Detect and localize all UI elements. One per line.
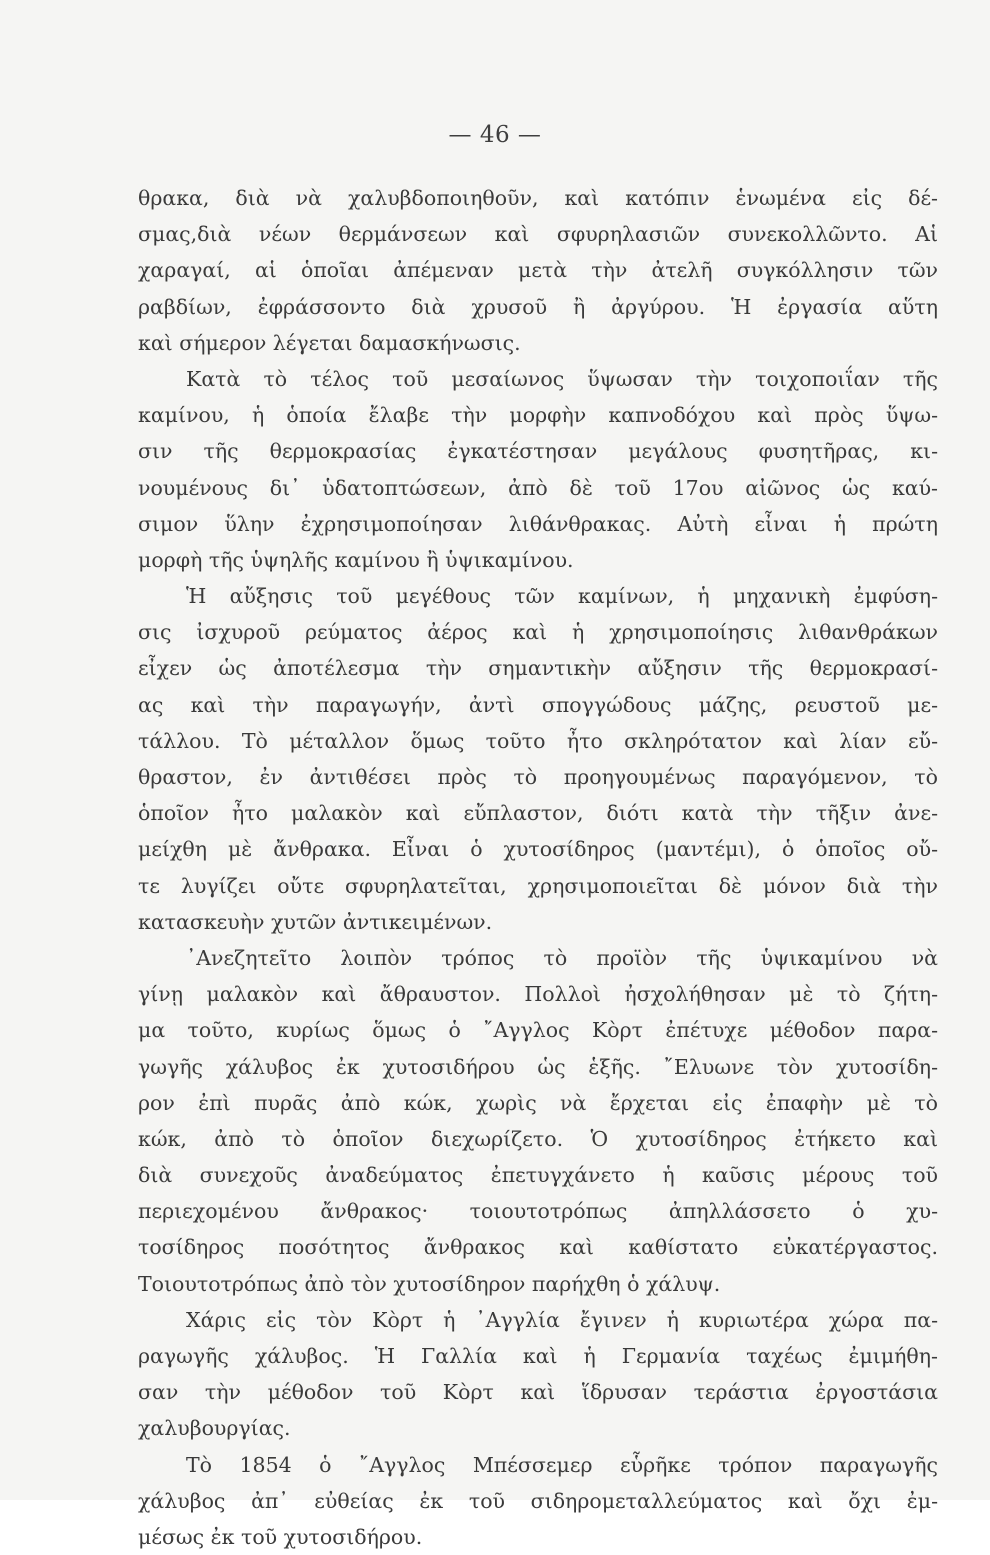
body-text [138, 180, 938, 1555]
text-line: ὁποῖον ἦτο μαλακὸν καὶ εὔπλαστον, διότι κατὰ τὴν τῆξιν ἀνε- [138, 801, 938, 826]
text-line: χαλυβουργίας. [138, 1416, 291, 1441]
text-line: Τὸ 1854 ὁ ῎Αγγλος Μπέσσεμερ εὗρῆκε τρόπον παραγωγῆς [186, 1452, 938, 1477]
text-line: τοσίδηρος ποσότητος ἄνθρακος καὶ καθίστατο εὐκατέργαστος. [138, 1235, 938, 1260]
text-line: ραβδίων, ἐφράσσοντο διὰ χρυσοῦ ἢ ἀργύρου. Ἡ ἐργασία αὕτη [138, 294, 938, 319]
text-line: καὶ σήμερον λέγεται δαμασκήνωσις. [138, 330, 521, 355]
text-line: μορφὴ τῆς ὑψηλῆς καμίνου ἢ ὑψικαμίνου. [138, 547, 574, 572]
text-line: Τοιουτοτρόπως ἀπὸ τὸν χυτοσίδηρον παρήχθη ὁ χάλυψ. [138, 1271, 721, 1296]
text-line: ραγωγῆς χάλυβος. Ἡ Γαλλία καὶ ἡ Γερμανία ταχέως ἐμιμήθη- [138, 1344, 938, 1368]
text-line: κώκ, ἀπὸ τὸ ὁποῖον διεχωρίζετο. Ὁ χυτοσίδηρος ἐτήκετο καὶ [138, 1126, 938, 1151]
text-line: νουμένους δι᾿ ὑδατοπτώσεων, ἀπὸ δὲ τοῦ 17ου αἰῶνος ὡς καύ- [138, 475, 938, 500]
text-line: μείχθη μὲ ἄνθρακα. Εἶναι ὁ χυτοσίδηρος (μαντέμι), ὁ ὁποῖος οὔ- [138, 837, 938, 862]
text-line: Ἡ αὔξησις τοῦ μεγέθους τῶν καμίνων, ἡ μηχανικὴ ἐμφύση- [186, 584, 938, 609]
text-line: τάλλου. Τὸ μέταλλον ὅμως τοῦτο ἦτο σκληρότατον καὶ λίαν εὔ- [138, 728, 938, 753]
text-line: χαραγαί, αἱ ὁποῖαι ἀπέμεναν μετὰ τὴν ἀτελῆ συγκόλλησιν τῶν [138, 258, 938, 283]
text-line: σμας,διὰ νέων θερμάνσεων καὶ σφυρηλασιῶν συνεκολλῶντο. Αἱ [138, 222, 938, 247]
text-line: ρον ἐπὶ πυρᾶς ἀπὸ κώκ, χωρὶς νὰ ἔρχεται εἰς ἐπαφὴν μὲ τὸ [138, 1090, 938, 1115]
text-line: γίνῃ μαλακὸν καὶ ἄθραυστον. Πολλοὶ ἠσχολήθησαν μὲ τὸ ζήτη- [138, 982, 938, 1007]
text-line: Χάρις εἰς τὸν Κὸρτ ἡ ᾿Αγγλία ἔγινεν ἡ κυριωτέρα χώρα πα- [186, 1307, 938, 1332]
text-line: σιν τῆς θερμοκρασίας ἐγκατέστησαν μεγάλους φυσητῆρας, κι- [138, 439, 938, 464]
text-line: Κατὰ τὸ τέλος τοῦ μεσαίωνος ὕψωσαν τὴν τοιχοποιΐαν τῆς [186, 366, 938, 391]
text-line: σαν τὴν μέθοδον τοῦ Κὸρτ καὶ ἵδρυσαν τεράστια ἐργοστάσια [138, 1380, 938, 1405]
text-line: γωγῆς χάλυβος ἐκ χυτοσιδήρου ὡς ἑξῆς. ῎Ελυωνε τὸν χυτοσίδη- [138, 1054, 938, 1079]
text-line: σις ἰσχυροῦ ρεύματος ἀέρος καὶ ἡ χρησιμοποίησις λιθανθράκων [138, 620, 938, 645]
text-line: κατασκευὴν χυτῶν ἀντικειμένων. [138, 909, 493, 934]
text-line: θραστον, ἐν ἀντιθέσει πρὸς τὸ προηγουμένως παραγόμενον, τὸ [138, 765, 938, 789]
text-line: τε λυγίζει οὔτε σφυρηλατεῖται, χρησιμοποιεῖται δὲ μόνον διὰ τὴν [138, 873, 938, 898]
text-line: διὰ συνεχοῦς ἀναδεύματος ἐπετυγχάνετο ἡ καῦσις μέρους τοῦ [138, 1163, 938, 1188]
text-line: ας καὶ τὴν παραγωγήν, ἀντὶ σπογγώδους μάζης, ρευστοῦ με- [138, 692, 938, 717]
text-line: καμίνου, ἡ ὁποία ἔλαβε τὴν μορφὴν καπνοδόχου καὶ πρὸς ὕψω- [138, 403, 938, 428]
text-line: χάλυβος ἀπ᾿ εὐθείας ἐκ τοῦ σιδηρομεταλλεύματος καὶ ὄχι ἐμ- [138, 1488, 938, 1513]
page-number: — 46 — [448, 122, 542, 148]
text-line: περιεχομένου ἄνθρακος· τοιουτοτρόπως ἀπηλλάσσετο ὁ χυ- [138, 1199, 938, 1224]
text-line: θρακα, διὰ νὰ χαλυβδοποιηθοῦν, καὶ κατόπιν ἑνωμένα εἰς δέ- [138, 186, 938, 210]
text-line: μα τοῦτο, κυρίως ὅμως ὁ ῎Αγγλος Κὸρτ ἐπέτυχε μέθοδον παρα- [138, 1018, 938, 1043]
text-line: εἶχεν ὡς ἀποτέλεσμα τὴν σημαντικὴν αὔξησιν τῆς θερμοκρασί- [138, 656, 938, 681]
text-line: ᾿Ανεζητεῖτο λοιπὸν τρόπος τὸ προϊὸν τῆς ὑψικαμίνου νὰ [186, 945, 938, 970]
text-line: σιμον ὕλην ἐχρησιμοποίησαν λιθάνθρακας. Αὐτὴ εἶναι ἡ πρώτη [138, 511, 938, 536]
text-line: μέσως ἐκ τοῦ χυτοσιδήρου. [138, 1524, 423, 1549]
